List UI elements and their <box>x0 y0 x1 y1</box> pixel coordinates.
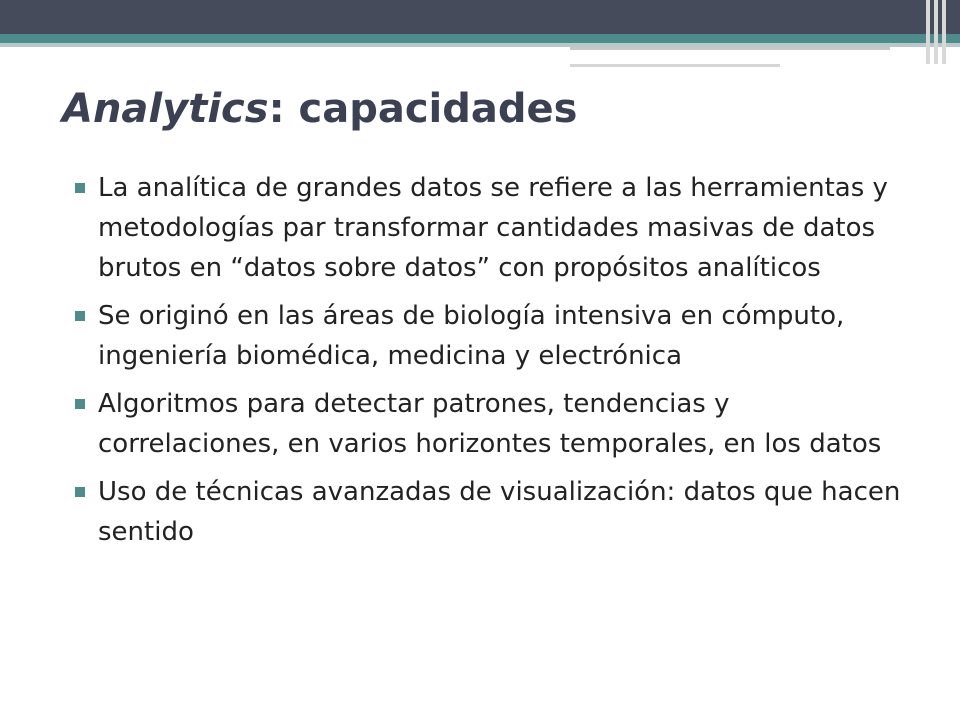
bullet-text: La analítica de grandes datos se refiere a las herramientas y metodologías par transformar cantidades masivas de datos brutos en “datos sobre datos” con propósitos analíticos <box>98 173 888 283</box>
square-bullet-icon <box>75 487 85 497</box>
bullet-text: Se originó en las áreas de biología intensiva en cómputo, ingeniería biomédica, medicina y electrónica <box>98 301 845 371</box>
header-teal-bar <box>0 34 960 43</box>
bullet-item <box>70 296 910 376</box>
right-line <box>926 0 930 64</box>
right-line <box>942 0 946 64</box>
header-gray-underline <box>570 50 780 67</box>
square-bullet-icon <box>75 183 85 193</box>
title-italic-part: Analytics <box>62 86 269 132</box>
title-rest-part: : capacidades <box>268 86 578 132</box>
square-bullet-icon <box>75 399 85 409</box>
bullet-item <box>70 168 910 288</box>
slide-title <box>62 86 577 132</box>
bullet-list <box>70 168 910 560</box>
header-arrow-notch <box>742 24 762 34</box>
bullet-item <box>70 384 910 464</box>
header-dark-bar <box>0 0 960 34</box>
right-line <box>934 0 938 64</box>
header-right-lines <box>920 0 960 64</box>
bullet-item <box>70 472 910 552</box>
bullet-text: Uso de técnicas avanzadas de visualización: datos que hacen sentido <box>98 477 901 547</box>
square-bullet-icon <box>75 311 85 321</box>
bullet-text: Algoritmos para detectar patrones, tendencias y correlaciones, en varios horizontes temporales, en los datos <box>98 389 882 459</box>
